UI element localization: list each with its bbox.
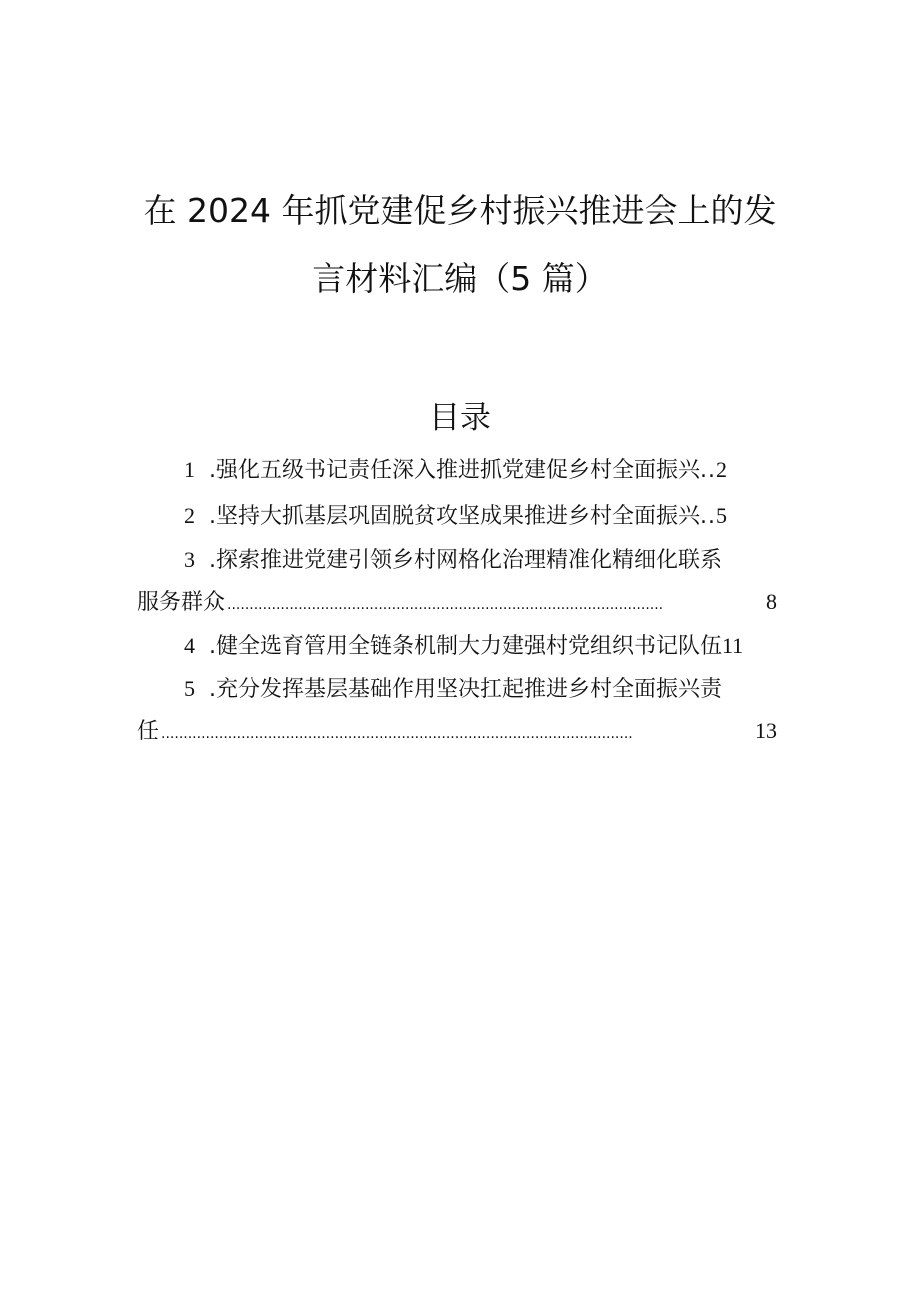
toc-entry-5[interactable]: [184, 674, 722, 704]
toc-entry-text: .充分发挥基层基础作用坚决扛起推进乡村全面振兴责: [209, 677, 722, 702]
toc-entry-page-number: 5: [716, 503, 727, 528]
toc-entry-3-continuation[interactable]: [137, 587, 777, 617]
toc-entry-4[interactable]: [184, 631, 743, 661]
document-title-line-1: 在 2024 年抓党建促乡村振兴推进会上的发: [143, 191, 777, 230]
toc-entry-text: .坚持大抓基层巩固脱贫攻坚成果推进乡村全面振兴: [209, 504, 700, 529]
toc-entry-page-number: 8: [766, 589, 777, 614]
toc-entry-page-number: 11: [722, 633, 744, 658]
toc-entry-1[interactable]: [184, 455, 727, 485]
toc-entry-leader-dots: ..: [700, 458, 716, 483]
toc-entry-number: 3: [184, 547, 195, 572]
document-title-line-2: 言材料汇编（5 篇）: [312, 259, 608, 298]
toc-entry-text: .健全选育管用全链条机制大力建强村党组织书记队伍: [209, 634, 722, 659]
toc-entry-page-number: 2: [716, 457, 727, 482]
toc-entry-text-continued: 任: [137, 719, 160, 744]
toc-entry-3[interactable]: [184, 545, 722, 575]
toc-entry-2[interactable]: [184, 501, 727, 531]
toc-entry-leader-dots: ..: [700, 504, 716, 529]
toc-entry-number: 4: [184, 633, 195, 658]
toc-entry-number: 1: [184, 457, 195, 482]
toc-heading: 目录: [429, 400, 491, 436]
toc-entry-leader-dots: ..........................................................................................................: [161, 726, 633, 742]
toc-entry-text-continued: 服务群众: [137, 590, 226, 615]
toc-entry-number: 5: [184, 676, 195, 701]
toc-entry-text: .探索推进党建引领乡村网格化治理精准化精细化联系: [209, 548, 722, 573]
toc-entry-text: .强化五级书记责任深入推进抓党建促乡村全面振兴: [209, 458, 700, 483]
toc-entry-5-continuation[interactable]: [137, 716, 777, 746]
toc-entry-number: 2: [184, 503, 195, 528]
toc-entry-leader-dots: ..................................................................................................: [227, 597, 664, 613]
toc-entry-page-number: 13: [755, 718, 777, 743]
